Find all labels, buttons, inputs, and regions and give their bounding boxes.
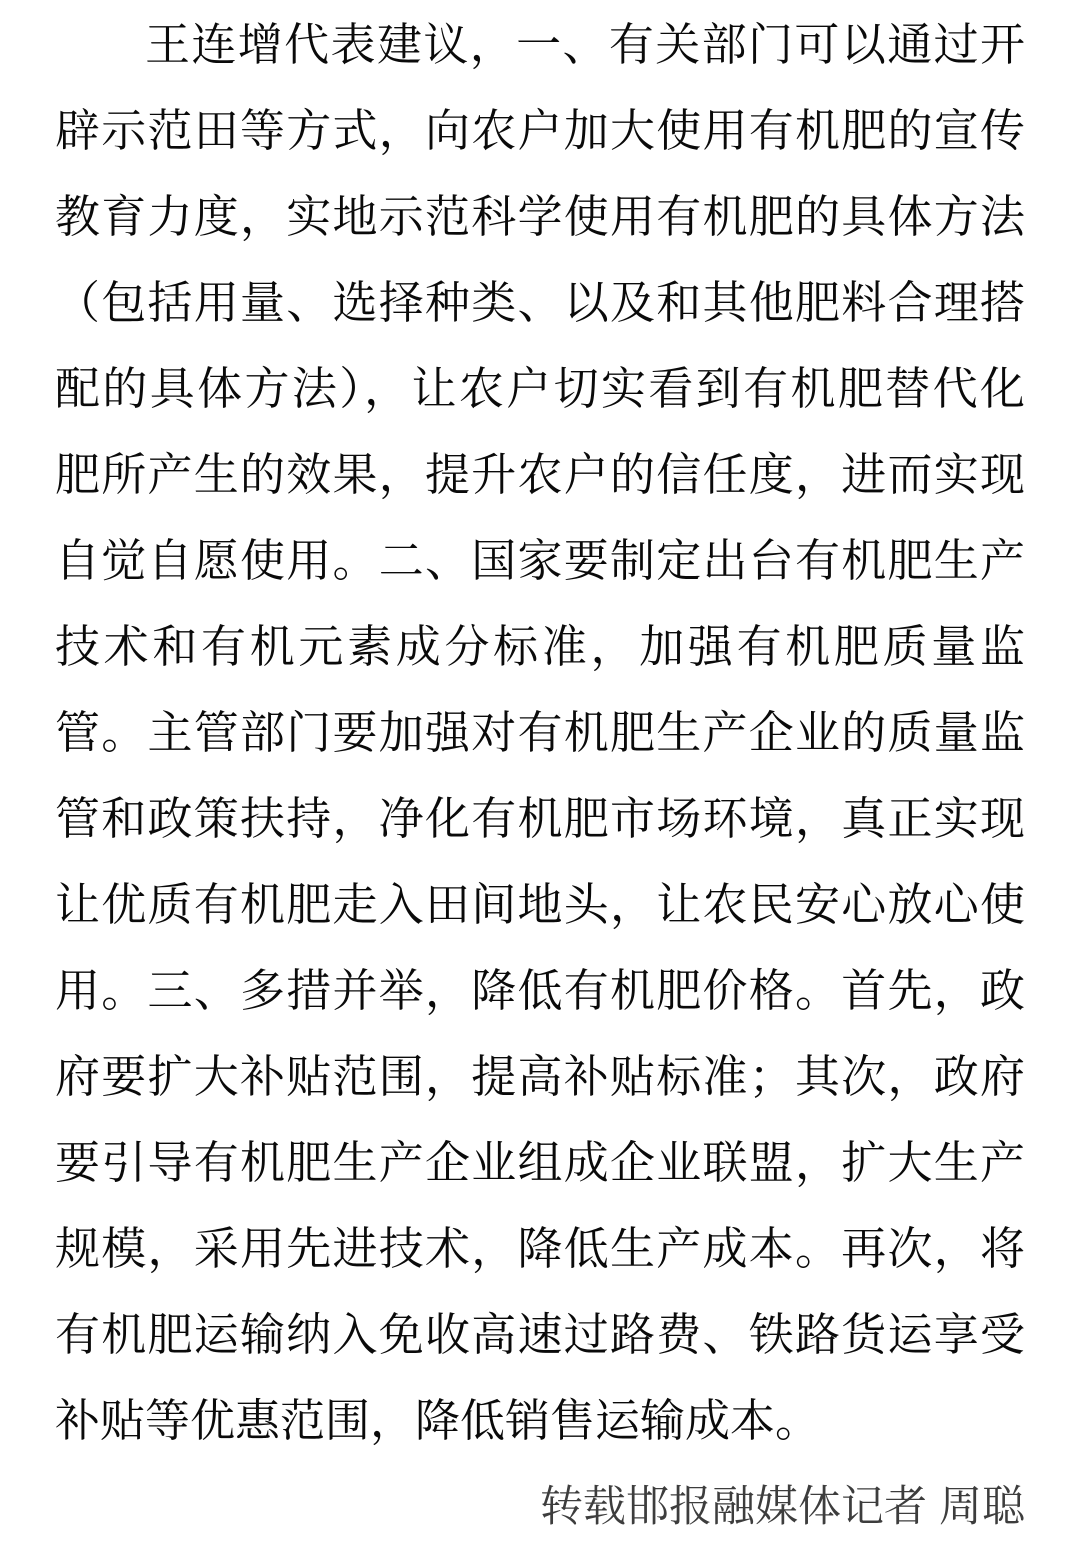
paragraph-line: 管。主管部门要加强对有机肥生产企业的质量监 xyxy=(55,707,1025,758)
paragraph-line: 王连增代表建议，一、有关部门可以通过开 xyxy=(145,19,1025,70)
paragraph-line: 自觉自愿使用。二、国家要制定出台有机肥生产 xyxy=(55,535,1025,586)
paragraph-line: 有机肥运输纳入免收高速过路费、铁路货运享受 xyxy=(55,1309,1025,1360)
paragraph-line: 配的具体方法），让农户切实看到有机肥替代化 xyxy=(55,363,1025,414)
paragraph-line: 管和政策扶持，净化有机肥市场环境，真正实现 xyxy=(55,793,1025,844)
paragraph-line: （包括用量、选择种类、以及和其他肥料合理搭 xyxy=(55,277,1025,328)
paragraph-line: 肥所产生的效果，提升农户的信任度，进而实现 xyxy=(55,449,1025,500)
paragraph-line: 让优质有机肥走入田间地头，让农民安心放心使 xyxy=(55,879,1025,930)
paragraph-line: 要引导有机肥生产企业组成企业联盟，扩大生产 xyxy=(55,1137,1025,1188)
paragraph-line: 用。三、多措并举，降低有机肥价格。首先，政 xyxy=(55,965,1025,1016)
paragraph-line: 规模，采用先进技术，降低生产成本。再次，将 xyxy=(55,1223,1025,1274)
paragraph-line: 技术和有机元素成分标准，加强有机肥质量监 xyxy=(55,621,1025,672)
paragraph-line: 府要扩大补贴范围，提高补贴标准；其次，政府 xyxy=(55,1051,1025,1102)
article-body xyxy=(55,0,1025,1550)
paragraph-line: 补贴等优惠范围，降低销售运输成本。 xyxy=(55,1395,821,1446)
byline: 转载邯报融媒体记者 周聪 xyxy=(540,1483,1025,1531)
paragraph-line: 辟示范田等方式，向农户加大使用有机肥的宣传 xyxy=(55,105,1025,156)
paragraph-line: 教育力度，实地示范科学使用有机肥的具体方法 xyxy=(55,191,1025,242)
